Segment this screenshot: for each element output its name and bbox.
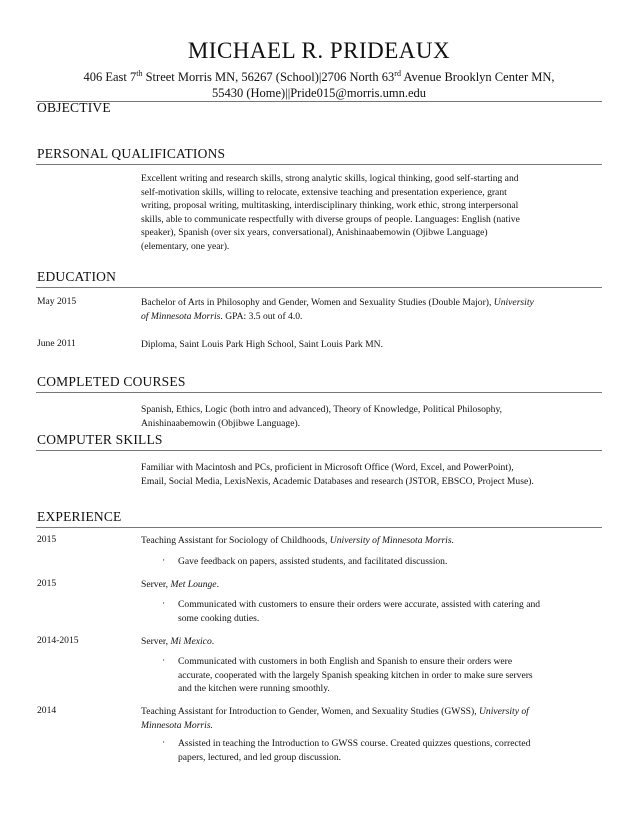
experience-date: 2015 [37,578,57,589]
heading-qualifications: PERSONAL QUALIFICATIONS [37,146,226,161]
text-line: Excellent writing and research skills, strong analytic skills, logical thinking, good self-starting and [141,173,519,184]
section-divider [36,287,602,288]
role-text: Teaching Assistant for Introduction to Gender, Women, and Sexuality Studies (GWSS), [141,706,479,717]
text-line: Communicated with customers to ensure their orders were accurate, assisted with catering and [178,599,541,610]
text-line: Familiar with Macintosh and PCs, proficient in Microsoft Office (Word, Excel, and PowerPoint), [141,462,514,473]
text-line: Communicated with customers in both English and Spanish to ensure their orders were [178,656,513,667]
experience-title [141,705,601,732]
address-part: Street Morris MN, 56267 (School)|2706 North 63 [142,70,395,84]
address-line-2: 55430 (Home)||Pride015@morris.umn.edu [211,85,427,100]
address-line-1 [36,70,602,86]
employer-text: University of Minnesota Morris. [329,535,454,546]
section-divider [36,101,602,102]
experience-bullet-text [178,555,603,569]
bullet-marker: · [162,655,166,666]
role-text: Server, [141,579,171,590]
experience-date: 2014-2015 [37,635,79,646]
role-text: Server, [141,636,171,647]
computer-skills-text [141,461,601,488]
employer-text: Minnesota Morris. [141,719,213,731]
text-line [141,705,601,719]
contact-address [36,70,602,101]
text-line: (elementary, one year). [141,240,230,252]
experience-date: 2015 [37,534,57,545]
role-text: Teaching Assistant for Sociology of Childhoods, [141,535,330,546]
section-divider [36,164,602,165]
heading-computer-skills: COMPUTER SKILLS [37,432,163,447]
punctuation: . [211,636,215,647]
heading-education: EDUCATION [37,269,117,284]
text-line: some cooking duties. [178,612,260,624]
institution-text: of Minnesota Morris [141,310,221,322]
text-line: self-motivation skills, willing to relocate, extensive teaching and presentation experience, grant [141,186,507,198]
text-line: and the kitchen were running smoothly. [178,683,330,694]
education-date: May 2015 [37,296,77,307]
qualifications-text [141,172,601,253]
text-line: Spanish, Ethics, Logic (both intro and advanced), Theory of Knowledge, Political Philosophy, [141,404,503,415]
heading-experience: EXPERIENCE [37,509,122,524]
bullet-marker: · [162,598,166,609]
heading-objective: OBJECTIVE [37,100,111,115]
section-divider [36,392,602,393]
text-line: speaker), Spanish (over six years, conversational), Anishinaabemowin (Ojibwe Language) [141,227,488,238]
employer-text: University of [479,706,529,717]
text-line: Gave feedback on papers, assisted students, and facilitated discussion. [178,556,448,567]
candidate-name: MICHAEL R. PRIDEAUX [187,38,451,63]
section-divider [36,450,602,451]
text-line: skills, able to communicate respectfully with diverse groups of people. Languages: English (native [141,213,520,225]
ordinal-suffix: rd [394,69,401,78]
education-entry: Diploma, Saint Louis Park High School, Saint Louis Park MN. [141,339,383,350]
text-line: Assisted in teaching the Introduction to GWSS course. Created quizzes questions, corrected [178,738,531,749]
experience-title [141,534,601,548]
bullet-marker: · [162,737,166,748]
ordinal-suffix: th [136,69,143,78]
address-part: Avenue Brooklyn Center MN, [400,70,555,84]
experience-title [141,635,601,649]
text-line [141,719,601,733]
experience-bullet-text [178,737,603,764]
text-line [141,296,601,310]
text-line: writing, proposal writing, multitasking, interdisciplinary thinking, work ethic, strong interpersonal [141,200,519,211]
experience-date: 2014 [37,705,57,716]
courses-text [141,403,601,430]
section-divider [36,527,602,528]
education-date: June 2011 [37,338,76,349]
punctuation: . [216,579,219,590]
degree-text: Bachelor of Arts in Philosophy and Gender, Women and Sexuality Studies (Double Major), [141,297,494,308]
experience-bullet-text [178,598,603,625]
employer-text: Met Lounge [170,579,217,590]
gpa-text: . GPA: 3.5 out of 4.0. [220,310,303,322]
employer-text: Mi Mexico [170,636,212,647]
text-line [141,310,601,324]
bullet-marker: · [162,555,166,566]
text-line: Anishinaabemowin (Objibwe Language). [141,417,301,429]
institution-text: University [493,297,534,308]
experience-title [141,578,601,592]
education-entry [141,296,601,323]
address-part: 406 East 7 [83,70,137,84]
heading-courses: COMPLETED COURSES [37,374,186,389]
text-line: papers, lectured, and led group discussion. [178,751,342,763]
text-line: Email, Social Media, LexisNexis, Academic Databases and research (JSTOR, EBSCO, Project Muse). [141,475,534,487]
experience-bullet-text [178,655,603,696]
text-line: accurate, cooperated with the largely Spanish speaking kitchen in order to make sure servers [178,669,533,681]
